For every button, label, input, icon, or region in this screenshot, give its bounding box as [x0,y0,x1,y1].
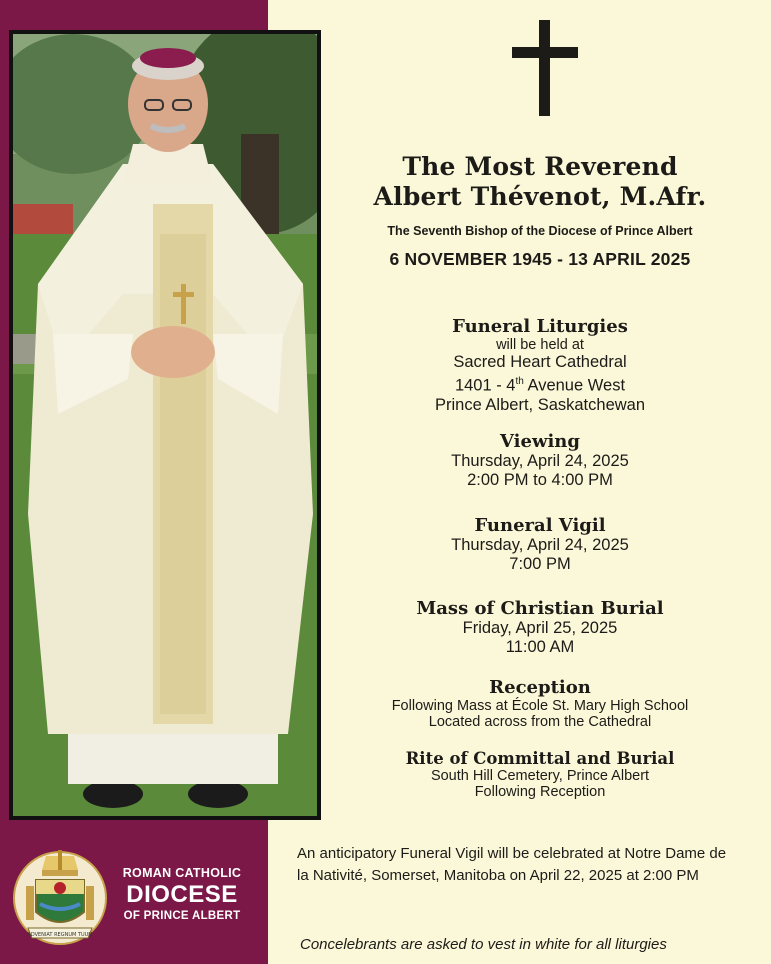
vigil-heading: Funeral Vigil [474,515,606,536]
reception-section [300,677,771,730]
reception-heading: Reception [489,677,591,698]
funeral-line-2: Sacred Heart Cathedral [453,353,627,371]
mass-date: Friday, April 25, 2025 [462,619,618,637]
portrait-illustration [13,34,317,816]
diocese-name-line-3: OF PRINCE ALBERT [123,910,241,922]
mass-section [300,598,771,657]
viewing-time: 2:00 PM to 4:00 PM [467,471,613,489]
concelebrants-note: Concelebrants are asked to vest in white for all liturgies [300,936,667,953]
vigil-section [300,515,771,574]
vigil-time: 7:00 PM [509,555,571,573]
committal-line-2: Following Reception [474,784,606,800]
funeral-liturgies-section [300,316,771,415]
title-line-2: Albert Thévenot, M.Afr. [373,182,707,211]
committal-heading: Rite of Committal and Burial [405,749,675,768]
life-dates: 6 NOVEMBER 1945 - 13 APRIL 2025 [389,249,691,269]
funeral-line-4: Prince Albert, Saskatchewan [434,395,646,414]
diocese-crest [12,846,108,946]
diocese-name [112,866,252,922]
diocese-name-line-1: ROMAN CATHOLIC [122,866,242,880]
diocese-name-line-2: DIOCESE [126,881,238,908]
subtitle: The Seventh Bishop of the Diocese of Prince Albert [387,224,693,238]
viewing-date: Thursday, April 24, 2025 [451,452,629,470]
viewing-heading: Viewing [500,431,580,452]
funeral-line-1: will be held at [496,337,584,353]
reception-line-1: Following Mass at École St. Mary High School [391,698,689,714]
anticipatory-vigil-note: An anticipatory Funeral Vigil will be celebrated at Notre Dame de la Nativité, Somerset, Manitoba on April 22, 2025 at 2:00 PM [297,845,727,884]
reception-line-2: Located across from the Cathedral [428,714,652,730]
committal-line-1: South Hill Cemetery, Prince Albert [430,768,650,784]
title-block [300,152,771,212]
viewing-section [300,431,771,490]
portrait-frame [9,30,321,820]
mass-heading: Mass of Christian Burial [416,598,664,619]
crest-motto: ADVENIAT REGNUM TUUM [27,932,93,938]
title-line-1: The Most Reverend [402,152,678,181]
funeral-heading: Funeral Liturgies [452,316,628,337]
cross-icon [512,20,578,116]
committal-section [300,749,771,800]
funeral-line-3: 1401 - 4th Avenue West [454,376,626,395]
vigil-date: Thursday, April 24, 2025 [451,536,629,554]
mass-time: 11:00 AM [505,638,575,656]
bishop-portrait [13,34,317,816]
